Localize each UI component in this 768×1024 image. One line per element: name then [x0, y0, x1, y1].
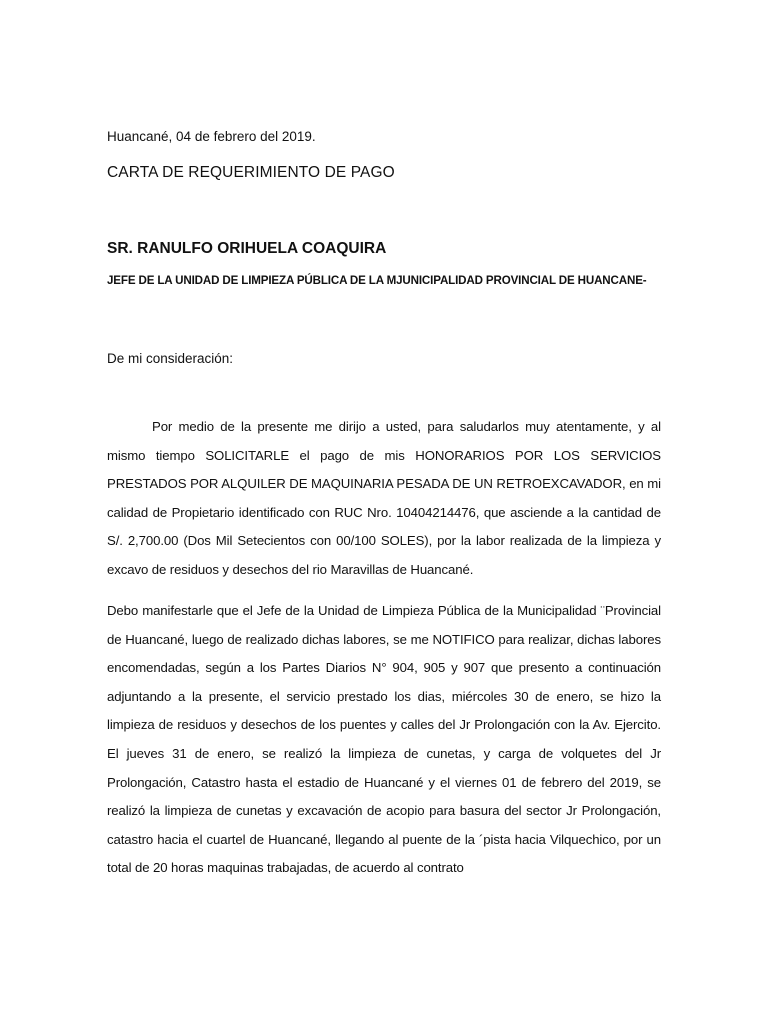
recipient-role: JEFE DE LA UNIDAD DE LIMPIEZA PÚBLICA DE LA MJUNICIPALIDAD PROVINCIAL DE HUANCANE-: [107, 274, 647, 287]
body-paragraph-2: Debo manifestarle que el Jefe de la Unidad de Limpieza Pública de la Municipalidad ¨Provincial de Huancané, luego de realizado dichas labores, se me NOTIFICO para realizar, dichas labores encomendadas, según a los Partes Diarios N° 904, 905 y 907 que presento a continuación adjuntando a la presente, el servicio prestado los dias, miércoles 30 de enero, se hizo la limpieza de residuos y desechos de los puentes y calles del Jr Prolongación con la Av. Ejercito. El jueves 31 de enero, se realizó la limpieza de cunetas, y carga de volquetes del Jr Prolongación, Catastro hasta el estadio de Huancané y el viernes 01 de febrero del 2019, se realizó la limpieza de cunetas y excavación de acopio para basura del sector Jr Prolongación, catastro hacia el cuartel de Huancané, llegando al puente de la ´pista hacia Vilquechico, por un total de 20 horas maquinas trabajadas, de acuerdo al contrato: [107, 603, 661, 876]
date-line: Huancané, 04 de febrero del 2019.: [107, 129, 316, 144]
recipient-name: SR. RANULFO ORIHUELA COAQUIRA: [107, 240, 387, 257]
salutation: De mi consideración:: [107, 351, 234, 366]
letter-title: CARTA DE REQUERIMIENTO DE PAGO: [107, 164, 395, 181]
body-paragraph-1: Por medio de la presente me dirijo a usted, para saludarlos muy atentamente, y al mismo tiempo SOLICITARLE el pago de mis HONORARIOS POR LOS SERVICIOS PRESTADOS POR ALQUILER DE MAQUINARIA PESADA DE UN RETROEXCAVADOR, en mi calidad de Propietario identificado con RUC Nro. 10404214476, que asciende a la cantidad de S/. 2,700.00 (Dos Mil Setecientos con 00/100 SOLES), por la labor realizada de la limpieza y excavo de residuos y desechos del rio Maravillas de Huancané.: [107, 419, 661, 577]
